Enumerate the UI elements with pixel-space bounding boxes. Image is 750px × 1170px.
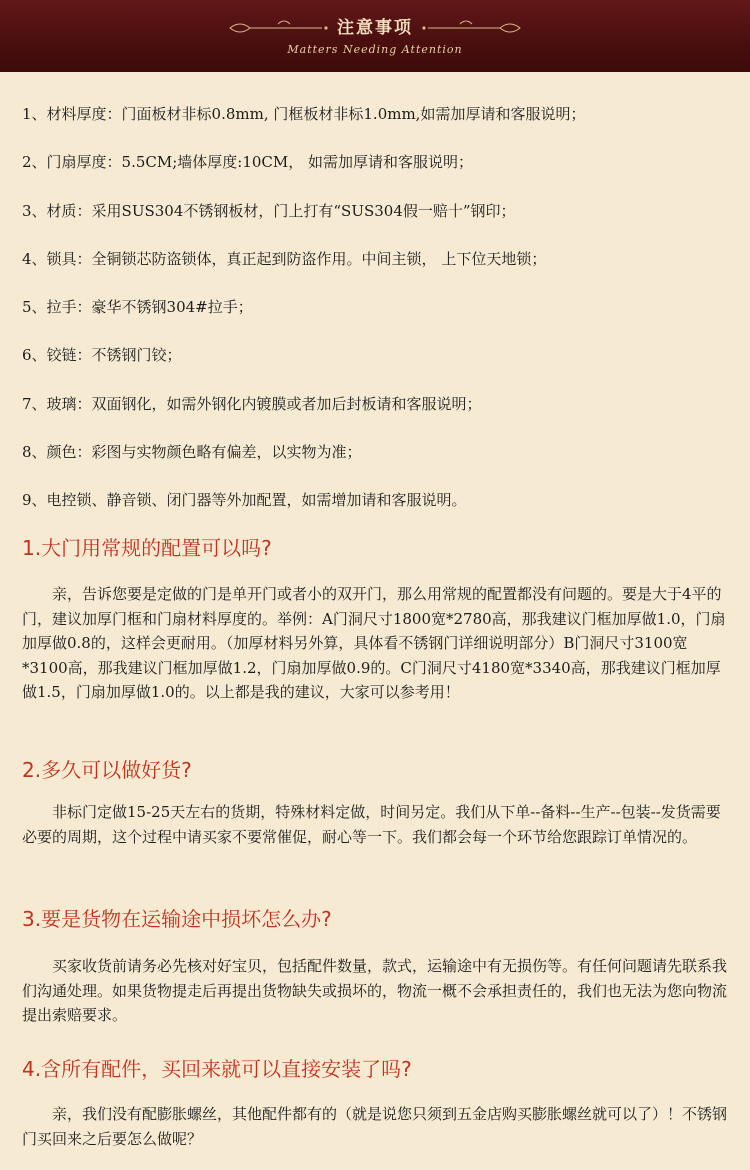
spec-item: 4、锁具：全铜锁芯防盗锁体，真正起到防盗作用。中间主锁， 上下位天地锁；	[22, 249, 547, 268]
faq-answer-4: 亲，我们没有配膨胀螺丝，其他配件都有的（就是说您只须到五金店购买膨胀螺丝就可以了）！不锈钢门买回来之后要怎么做呢？	[22, 1105, 728, 1148]
spec-list	[22, 100, 742, 535]
faq-question-1: 1.大门用常规的配置可以吗?	[22, 536, 272, 560]
header-banner	[0, 0, 750, 72]
spec-item: 9、电控锁、静音锁、闭门器等外加配置，如需增加请和客服说明。	[22, 491, 467, 510]
spec-item: 7、玻璃：双面钢化，如需外钢化内镀膜或者加后封板请和客服说明；	[22, 394, 482, 413]
faq-question-3: 3.要是货物在运输途中损坏怎么办?	[22, 907, 332, 931]
spec-item: 8、颜色：彩图与实物颜色略有偏差，以实物为准；	[22, 443, 362, 462]
faq-answer-3: 买家收货前请务必先核对好宝贝，包括配件数量，款式，运输途中有无损伤等。有任何问题请先联系我们沟通处理。如果货物提走后再提出货物缺失或损坏的，物流一概不会承担责任的，我们也无法为您向物流提出索赔要求。	[22, 957, 728, 1024]
spec-item: 5、拉手：豪华不锈钢304#拉手；	[22, 298, 253, 317]
faq-question-4: 4.含所有配件，买回来就可以直接安装了吗?	[22, 1057, 412, 1081]
faq-answer-2: 非标门定做15-25天左右的货期，特殊材料定做，时间另定。我们从下单--备料--生产--包装--发货需要必要的周期，这个过程中请买家不要常催促，耐心等一下。我们都会每一个环节给您跟踪订单情况的。	[22, 803, 721, 846]
faq-question-2: 2.多久可以做好货?	[22, 758, 192, 782]
spec-item: 1、材料厚度：门面板材非标0.8mm, 门框板材非标1.0mm,如需加厚请和客服说明；	[22, 105, 586, 123]
page-title: 注意事项	[337, 18, 413, 38]
page-subtitle: Matters Needing Attention	[287, 43, 463, 56]
spec-item: 2、门扇厚度：5.5CM;墙体厚度:10CM， 如需加厚请和客服说明；	[22, 153, 474, 172]
faq-answer-1: 亲，告诉您要是定做的门是单开门或者小的双开门，那么用常规的配置都没有问题的。要是大于4平的门，建议加厚门框和门扇材料厚度的。举例：A门洞尺寸1800宽*2780高，那我建议门框加厚做1.0，门扇加厚做0.8的，这样会更耐用。（加厚材料另外算，具体看不锈钢门详细说明部分）B门洞尺寸3100宽*3100高，那我建议门框加厚做1.2，门扇加厚做0.9的。C门洞尺寸4180宽*3340高，那我建议门框加厚做1.5，门扇加厚做1.0的。以上都是我的建议，大家可以参考用！	[22, 585, 726, 701]
spec-item: 6、铰链：不锈钢门铰；	[22, 346, 182, 365]
spec-item: 3、材质：采用SUS304不锈钢板材，门上打有“SUS304假一赔十”钢印；	[22, 201, 516, 220]
